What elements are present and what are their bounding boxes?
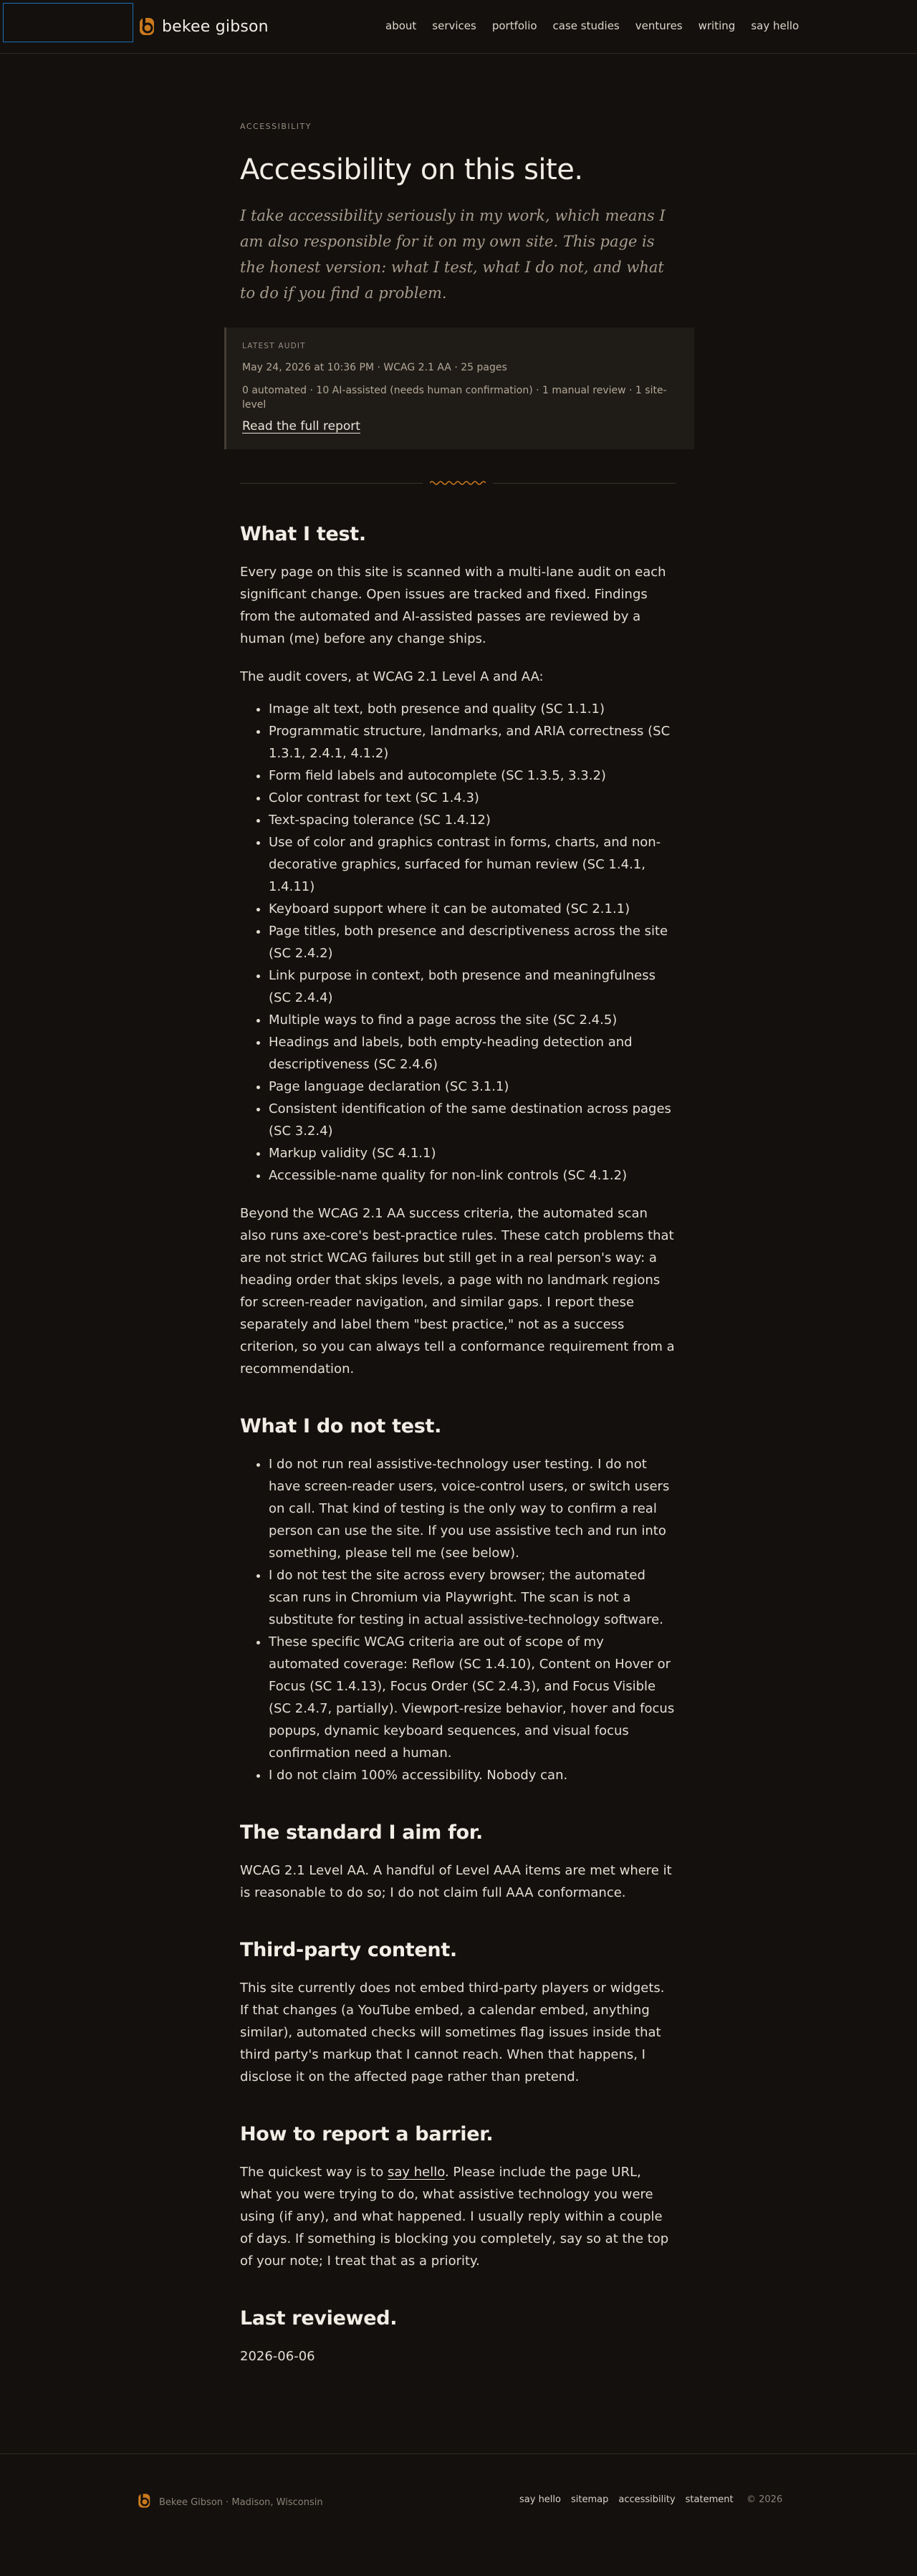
- nav-writing[interactable]: writing: [698, 19, 736, 32]
- audit-coverage-text: The audit covers, at WCAG 2.1 Level A and AA:: [240, 669, 544, 684]
- footer-say-hello-link[interactable]: say hello: [519, 2494, 561, 2505]
- third-party-heading: Third-party content.: [240, 1939, 457, 1961]
- last-reviewed-section: [240, 2307, 676, 2367]
- bekee-logo-icon: [139, 16, 156, 37]
- footer-tagline: Bekee Gibson · Madison, Wisconsin: [159, 2496, 323, 2508]
- main-nav: [385, 19, 799, 33]
- last-reviewed-date: 2026-06-06: [240, 2349, 315, 2364]
- divider-line-right: [493, 483, 676, 484]
- audit-counts: 0 automated · 10 AI-assisted (needs human confirmation) · 1 manual review · 1 site-level: [242, 385, 667, 411]
- divider-line-left: [240, 483, 423, 484]
- skip-to-content-link[interactable]: [3, 3, 133, 42]
- report-barrier-heading: How to report a barrier.: [240, 2123, 494, 2145]
- footer-brand: [138, 2492, 323, 2512]
- report-text-after: . Please include the page URL, what you were trying to do, what assistive technology you were using (if any), and what happened. I usually reply within a couple of days. If something is blocking you completely, say so at the top of your note; I treat that as a priority.: [240, 2165, 669, 2269]
- list-item: • Consistent identification of the same destination across pages (SC 3.2.4): [269, 1098, 676, 1142]
- what-i-test-list: [240, 698, 676, 1187]
- footer-accessibility-link[interactable]: accessibility: [618, 2494, 676, 2505]
- nav-about[interactable]: about: [385, 19, 417, 32]
- third-party-body: This site currently does not embed third-party players or widgets. If that changes (a YouTube embed, a calendar embed, anything similar), automated checks will sometimes flag issues inside that third party's markup that I cannot reach. When that happens, I disclose it on the affected page rather than pretend.: [240, 1981, 665, 2084]
- what-i-test-intro: Every page on this site is scanned with a multi-lane audit on each significant change. Open issues are tracked and fixed. Findings from the automated and AI-assisted passes are reviewed by a human (me) before any change ships.: [240, 565, 666, 646]
- read-full-report-link[interactable]: Read the full report: [242, 419, 360, 434]
- site-footer: [0, 2453, 917, 2576]
- third-party-section: [240, 1938, 676, 2088]
- what-i-test-section: [240, 522, 676, 1380]
- list-item: • Accessible-name quality for non-link controls (SC 4.1.2): [269, 1164, 676, 1187]
- report-text-before: The quickest way is to: [240, 2165, 388, 2180]
- list-item: • Page titles, both presence and descriptiveness across the site (SC 2.4.2): [269, 920, 676, 964]
- list-item: • Text-spacing tolerance (SC 1.4.12): [269, 809, 676, 831]
- latest-audit-card: [224, 327, 694, 449]
- list-item: • Use of color and graphics contrast in forms, charts, and non-decorative graphics, surfaced for human review (SC 1.4.1, 1.4.11): [269, 831, 676, 898]
- brand-home-link[interactable]: [139, 16, 269, 37]
- squiggle-divider-icon: [430, 478, 486, 488]
- list-item: • Headings and labels, both empty-heading detection and descriptiveness (SC 2.4.6): [269, 1031, 676, 1076]
- list-item: • Link purpose in context, both presence and meaningfulness (SC 2.4.4): [269, 964, 676, 1009]
- page-eyebrow: ACCESSIBILITY: [240, 122, 312, 131]
- site-header: [0, 0, 917, 54]
- standard-body: WCAG 2.1 Level AA. A handful of Level AAA items are met where it is reasonable to do so; I do not claim full AAA conformance.: [240, 1863, 672, 1900]
- list-item: • Image alt text, both presence and quality (SC 1.1.1): [269, 698, 676, 720]
- what-i-test-heading: What I test.: [240, 523, 366, 545]
- what-i-do-not-test-list: [240, 1453, 676, 1786]
- footer-statement-link[interactable]: statement: [685, 2494, 734, 2505]
- list-item: • Keyboard support where it can be automated (SC 2.1.1): [269, 898, 676, 920]
- what-i-do-not-test-heading: What I do not test.: [240, 1415, 442, 1437]
- audit-meta: May 24, 2026 at 10:36 PM · WCAG 2.1 AA · 25 pages: [242, 362, 507, 373]
- list-item: • Programmatic structure, landmarks, and ARIA correctness (SC 1.3.1, 2.4.1, 4.1.2): [269, 720, 676, 765]
- list-item: • I do not test the site across every browser; the automated scan runs in Chromium via Playwright. The scan is not a substitute for testing in actual assistive-technology software.: [269, 1564, 676, 1631]
- audit-label: LATEST AUDIT: [242, 342, 306, 350]
- best-practice-text: Beyond the WCAG 2.1 AA success criteria, the automated scan also runs axe-core's best-practice rules. These catch problems that are not strict WCAG failures but still get in a real person's way: a heading order that skips levels, a page with no landmark regions for screen-reader navigation, and similar gaps. I report these separately and label them "best practice," not as a success criterion, so you can always tell a conformance requirement from a recommendation.: [240, 1206, 675, 1376]
- what-i-do-not-test-section: [240, 1414, 676, 1786]
- last-reviewed-heading: Last reviewed.: [240, 2307, 398, 2330]
- footer-copyright: © 2026: [746, 2494, 783, 2505]
- list-item: • Form field labels and autocomplete (SC 1.3.5, 3.3.2): [269, 765, 676, 787]
- list-item: • I do not claim 100% accessibility. Nobody can.: [269, 1764, 676, 1786]
- footer-logo-link[interactable]: [138, 2492, 152, 2512]
- say-hello-inline-link[interactable]: say hello: [387, 2165, 445, 2180]
- nav-portfolio[interactable]: portfolio: [491, 19, 537, 32]
- list-item: • Color contrast for text (SC 1.4.3): [269, 787, 676, 809]
- main-content: [240, 122, 676, 2367]
- brand-name: bekee gibson: [162, 17, 269, 36]
- list-item: • I do not run real assistive-technology user testing. I do not have screen-reader users, voice-control users, or switch users on call. That kind of testing is the only way to confirm a real person can use the site. If you use assistive tech and run into something, please tell me (see below).: [269, 1453, 676, 1564]
- footer-sitemap-link[interactable]: sitemap: [570, 2494, 609, 2505]
- nav-case-studies[interactable]: case studies: [552, 19, 620, 32]
- list-item: • These specific WCAG criteria are out of scope of my automated coverage: Reflow (SC 1.4.10), Content on Hover or Focus (SC 1.4.13), Focus Order (SC 2.4.3), and Focus Visible (SC 2.4.7, partially). Viewport-resize behavior, hover and focus popups, dynamic keyboard sequences, and visual focus confirmation need a human.: [269, 1631, 676, 1764]
- nav-services[interactable]: services: [432, 19, 476, 32]
- list-item: • Multiple ways to find a page across the site (SC 2.4.5): [269, 1009, 676, 1031]
- standard-section: [240, 1821, 676, 1904]
- footer-nav: [519, 2494, 734, 2505]
- list-item: • Markup validity (SC 4.1.1): [269, 1142, 676, 1164]
- page-lede: I take accessibility seriously in my work, which means I am also responsible for it on my own site. This page is the honest version: what I test, what I do not, and what to do if you find a problem.: [240, 207, 666, 302]
- page-title: Accessibility on this site.: [240, 153, 583, 186]
- report-barrier-section: [240, 2122, 676, 2272]
- list-item: • Page language declaration (SC 3.1.1): [269, 1076, 676, 1098]
- section-divider: [240, 478, 676, 488]
- standard-heading: The standard I aim for.: [240, 1821, 483, 1844]
- nav-say-hello[interactable]: say hello: [751, 19, 800, 32]
- report-barrier-body: [240, 2161, 676, 2272]
- nav-ventures[interactable]: ventures: [635, 19, 683, 32]
- bekee-logo-icon: [138, 2492, 152, 2509]
